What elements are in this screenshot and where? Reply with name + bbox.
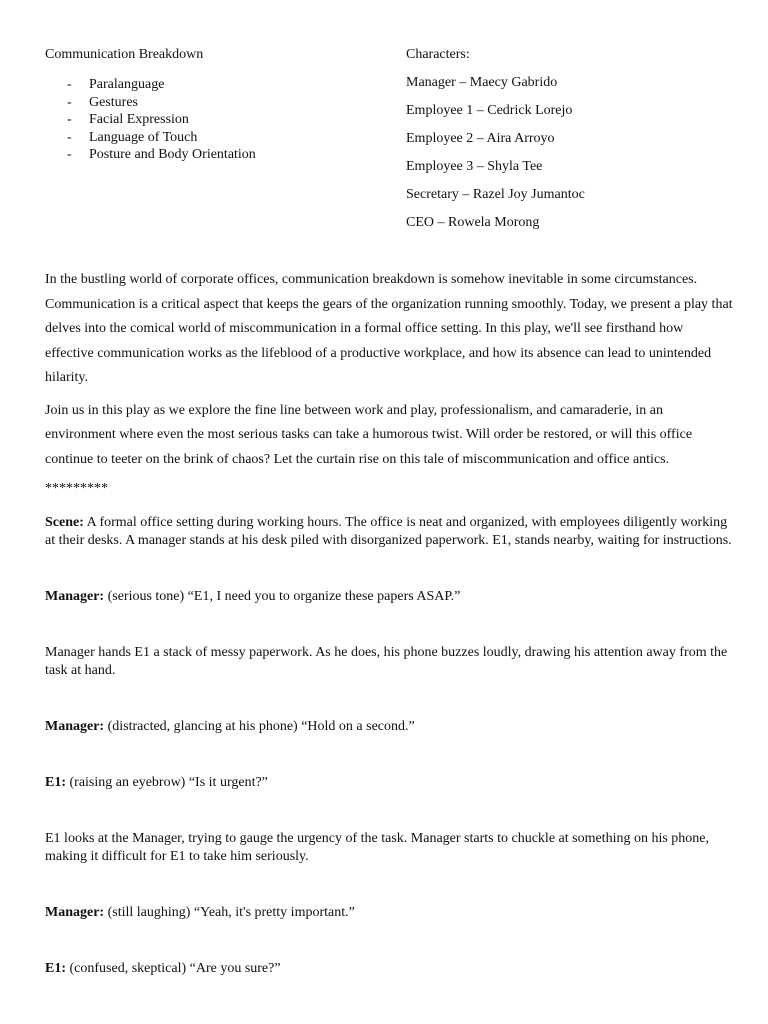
speaker-name: Manager: bbox=[45, 589, 105, 604]
topics-column bbox=[45, 46, 375, 164]
topic-label: Facial Expression bbox=[89, 112, 189, 127]
list-dash: - bbox=[67, 112, 72, 127]
dialogue-line bbox=[45, 904, 735, 922]
topic-label: Posture and Body Orientation bbox=[89, 147, 256, 162]
speaker-name: E1: bbox=[45, 775, 66, 790]
speaker-name: Manager: bbox=[45, 905, 105, 920]
scene-description bbox=[45, 514, 735, 550]
list-item bbox=[45, 111, 375, 129]
play-script bbox=[45, 514, 735, 978]
topic-label: Language of Touch bbox=[89, 129, 198, 145]
list-item bbox=[45, 146, 375, 164]
speaker-name: Manager: bbox=[45, 719, 105, 734]
document-title: Communication Breakdown bbox=[45, 47, 204, 62]
character-item-employee-2: Employee 2 – Aira Arroyo bbox=[406, 131, 555, 146]
topic-label: Paralanguage bbox=[89, 77, 165, 92]
list-dash: - bbox=[67, 77, 72, 92]
dialogue-text: (serious tone) “E1, I need you to organize these papers ASAP.” bbox=[104, 589, 461, 604]
dialogue-text: (distracted, glancing at his phone) “Hold on a second.” bbox=[104, 719, 415, 734]
stage-direction: E1 looks at the Manager, trying to gauge the urgency of the task. Manager starts to chuckle at something on his phone, making it difficult for E1 to take him seriously. bbox=[45, 831, 710, 864]
scene-label: Scene: bbox=[45, 515, 84, 530]
scene-text: A formal office setting during working hours. The office is neat and organized, with employees diligently working at their desks. A manager stands at his desk piled with disorganized paperwork. E1, stands nearby, waiting for instructions. bbox=[45, 515, 732, 548]
dialogue-line bbox=[45, 718, 735, 736]
list-item bbox=[45, 76, 375, 94]
section-separator: ********* bbox=[45, 481, 108, 496]
character-item-employee-1: Employee 1 – Cedrick Lorejo bbox=[406, 103, 573, 118]
stage-direction: Manager hands E1 a stack of messy paperwork. As he does, his phone buzzes loudly, drawing his attention away from the task at hand. bbox=[45, 645, 728, 678]
intro-paragraph-1: In the bustling world of corporate offices, communication breakdown is somehow inevitable in some circumstances. Communication is a critical aspect that keeps the gears of the organization running smoothly. Today, we present a play that delves into the comical world of miscommunication in a formal office setting. In this play, we'll see firsthand how effective communication works as the lifeblood of a productive workplace, and how its absence can lead to unintended hilarity. bbox=[45, 272, 733, 385]
list-dash: - bbox=[67, 147, 72, 162]
topic-list bbox=[45, 76, 375, 164]
characters-heading: Characters: bbox=[406, 47, 470, 62]
topic-label: Gestures bbox=[89, 94, 138, 110]
character-item-employee-3: Employee 3 – Shyla Tee bbox=[406, 159, 543, 174]
character-item-ceo: CEO – Rowela Morong bbox=[406, 215, 540, 230]
characters-column bbox=[406, 46, 736, 242]
character-item-manager: Manager – Maecy Gabrido bbox=[406, 75, 558, 90]
dialogue-line bbox=[45, 774, 735, 792]
list-item bbox=[45, 94, 375, 112]
dialogue-line bbox=[45, 588, 735, 606]
introduction bbox=[45, 268, 735, 498]
character-item-secretary: Secretary – Razel Joy Jumantoc bbox=[406, 187, 585, 202]
dialogue-line bbox=[45, 960, 735, 978]
speaker-name: E1: bbox=[45, 961, 66, 976]
dialogue-text: (raising an eyebrow) “Is it urgent?” bbox=[66, 775, 268, 790]
dialogue-text: (still laughing) “Yeah, it's pretty important.” bbox=[104, 905, 355, 920]
list-dash: - bbox=[67, 94, 72, 110]
character-list bbox=[406, 74, 736, 232]
list-dash: - bbox=[67, 129, 72, 145]
list-item bbox=[45, 129, 375, 147]
intro-paragraph-2: Join us in this play as we explore the fine line between work and play, professionalism, and camaraderie, in an environment where even the most serious tasks can take a humorous twist. Will order be restored, or will this office continue to teeter on the brink of chaos? Let the curtain rise on this tale of miscommunication and office antics. bbox=[45, 402, 693, 467]
dialogue-text: (confused, skeptical) “Are you sure?” bbox=[66, 961, 281, 976]
